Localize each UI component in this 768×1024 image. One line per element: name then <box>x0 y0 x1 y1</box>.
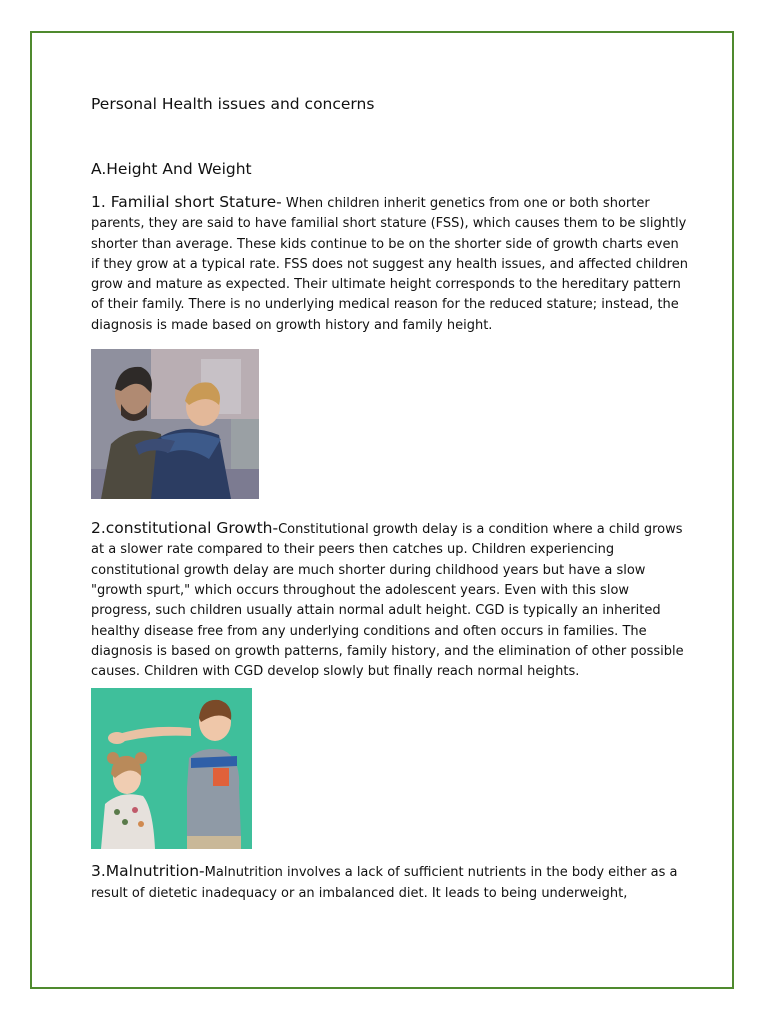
paragraph-lead: 3.Malnutrition- <box>91 862 205 881</box>
document-body <box>91 93 691 904</box>
paragraph-lead: 1. Familial short Stature- <box>91 193 282 211</box>
section-heading: A.Height And Weight <box>91 160 252 178</box>
paragraph-text: Malnutrition involves a lack of sufficient nutrients in the body either as a result of dietetic inadequacy or an imbalanced diet. It leads to being underweight, <box>91 865 678 901</box>
paragraph-lead: 2.constitutional Growth- <box>91 519 279 538</box>
paragraph-text: Constitutional growth delay is a condition where a child grows at a slower rate compared to their peers then catches up. Children experiencing constitutional growth delay are much shorter during childhood years but have a slow "growth spurt," which occurs throughout the adolescent years. Even with this slow progress, such children usually attain normal adult height. CGD is typically an inherited healthy disease free from any underlying conditions and often occurs in families. The diagnosis is based on growth patterns, family history, and the elimination of other possible causes. Children with CGD develop slowly but finally reach normal heights. <box>91 522 684 680</box>
document-title: Personal Health issues and concerns <box>91 95 375 113</box>
father-and-son-photo <box>91 349 259 499</box>
paragraph-malnutrition <box>91 861 691 904</box>
paragraph-text: When children inherit genetics from one or both shorter parents, they are said to have familial short stature (FSS), which causes them to be slightly shorter than average. These kids continue to be on the shorter side of growth charts even if they grow at a typical rate. FSS does not suggest any health issues, and affected children grow and mature as expected. Their ultimate height corresponds to the hereditary pattern of their family. There is no underlying medical reason for the reduced stature; instead, the diagnosis is made based on growth history and family height. <box>91 196 688 333</box>
paragraph-familial-short-stature <box>91 192 691 336</box>
children-height-photo <box>91 688 252 849</box>
paragraph-constitutional-growth <box>91 518 691 682</box>
